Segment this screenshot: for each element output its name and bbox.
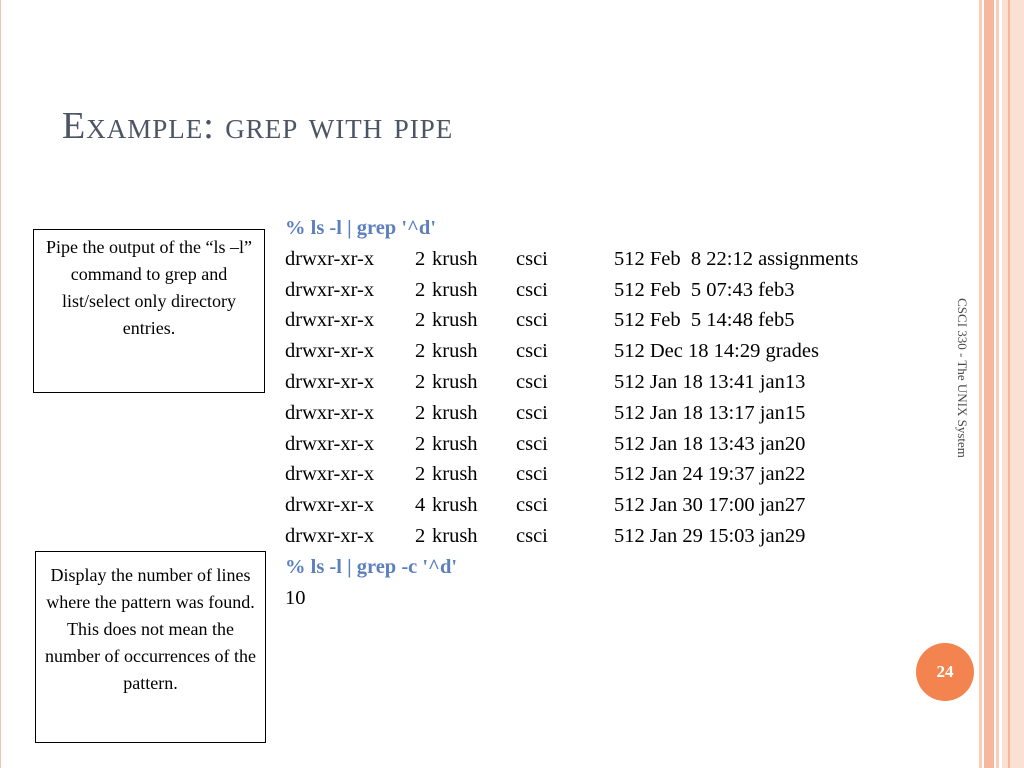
links-cell: 2 [415,278,426,301]
size-cell: 512 [614,247,645,270]
date-cell: Feb 5 14:48 [649,309,753,332]
listing-row [285,275,795,306]
date-cell: Jan 30 17:00 [649,494,755,517]
size-cell: 512 [614,401,645,424]
size-cell: 512 [614,524,645,547]
note-pipe-explanation: Pipe the output of the “ls –l” command to grep and list/select only directory entries. [33,229,265,393]
size-cell: 512 [614,309,645,332]
decor-stripe [1002,0,1024,768]
size-date-name-cell [614,244,858,275]
links-cell: 2 [415,309,426,332]
group-cell: csci [516,340,548,363]
permissions-cell: drwxr-xr-x [285,494,375,517]
links-cell: 2 [415,401,426,424]
links-cell: 2 [415,463,426,486]
listing-row [285,244,859,275]
owner-cell: krush [432,401,478,424]
listing-row [285,490,806,521]
page-number: 24 [936,662,954,681]
listing-row [285,521,806,552]
size-date-name-cell [614,305,795,336]
size-cell: 512 [614,463,645,486]
owner-cell: krush [432,309,478,332]
group-cell: csci [516,247,548,270]
filename-cell: jan20 [759,432,806,455]
group-cell: csci [516,309,548,332]
filename-cell: jan27 [759,494,806,517]
command-result: 10 [285,586,306,609]
filename-cell: jan29 [759,524,806,547]
owner-cell: krush [432,370,478,393]
links-cell: 2 [415,432,426,455]
permissions-cell: drwxr-xr-x [285,401,375,424]
size-date-name-cell [614,429,805,460]
filename-cell: grades [765,340,819,363]
listing-row [285,305,795,336]
owner-cell: krush [432,432,478,455]
slide-frame-line [0,0,1,768]
owner-cell: krush [432,463,478,486]
group-cell: csci [516,370,548,393]
date-cell: Dec 18 14:29 [649,340,761,363]
links-cell: 2 [415,340,426,363]
permissions-cell: drwxr-xr-x [285,432,375,455]
owner-cell: krush [432,247,478,270]
size-date-name-cell [614,459,805,490]
decor-stripe [979,0,982,768]
filename-cell: jan13 [759,370,806,393]
date-cell: Jan 18 13:41 [649,370,755,393]
filename-cell: feb5 [758,309,795,332]
size-date-name-cell [614,336,819,367]
decor-stripe [984,0,994,768]
decor-stripe [1008,0,1010,768]
group-cell: csci [516,401,548,424]
owner-cell: krush [432,524,478,547]
size-date-name-cell [614,275,795,306]
page-number-badge [916,643,974,701]
permissions-cell: drwxr-xr-x [285,370,375,393]
terminal-listing [285,213,859,613]
permissions-cell: drwxr-xr-x [285,309,375,332]
owner-cell: krush [432,494,478,517]
filename-cell: assignments [758,247,859,270]
size-date-name-cell [614,490,805,521]
filename-cell: jan22 [759,463,806,486]
owner-cell: krush [432,340,478,363]
size-date-name-cell [614,398,805,429]
group-cell: csci [516,494,548,517]
size-cell: 512 [614,370,645,393]
links-cell: 2 [415,247,426,270]
permissions-cell: drwxr-xr-x [285,247,375,270]
date-cell: Jan 18 13:43 [649,432,755,455]
date-cell: Jan 18 13:17 [649,401,755,424]
listing-rows [285,244,859,552]
course-footer: CSCI 330 - The UNIX System [955,298,970,458]
date-cell: Jan 29 15:03 [649,524,755,547]
size-cell: 512 [614,494,645,517]
listing-row [285,398,806,429]
date-cell: Feb 8 22:12 [649,247,753,270]
owner-cell: krush [432,278,478,301]
listing-row [285,367,806,398]
permissions-cell: drwxr-xr-x [285,340,375,363]
permissions-cell: drwxr-xr-x [285,463,375,486]
group-cell: csci [516,463,548,486]
permissions-cell: drwxr-xr-x [285,524,375,547]
filename-cell: feb3 [758,278,795,301]
size-date-name-cell [614,521,805,552]
group-cell: csci [516,432,548,455]
date-cell: Jan 24 19:37 [649,463,755,486]
decor-stripe [996,0,999,768]
links-cell: 2 [415,524,426,547]
permissions-cell: drwxr-xr-x [285,278,375,301]
listing-row [285,336,819,367]
links-cell: 2 [415,370,426,393]
filename-cell: jan15 [759,401,806,424]
links-cell: 4 [415,494,426,517]
date-cell: Feb 5 07:43 [649,278,753,301]
size-date-name-cell [614,367,805,398]
listing-row [285,429,806,460]
slide-title: Example: grep with pipe [62,105,454,147]
size-cell: 512 [614,340,645,363]
group-cell: csci [516,278,548,301]
group-cell: csci [516,524,548,547]
command-line-1: % ls -l | grep '^d' [285,217,437,239]
command-line-2: % ls -l | grep -c '^d' [285,555,458,578]
listing-row [285,459,806,490]
size-cell: 512 [614,432,645,455]
note-count-explanation: Display the number of lines where the pattern was found. This does not mean the number of occurrences of the pattern. [35,551,266,743]
size-cell: 512 [614,278,645,301]
